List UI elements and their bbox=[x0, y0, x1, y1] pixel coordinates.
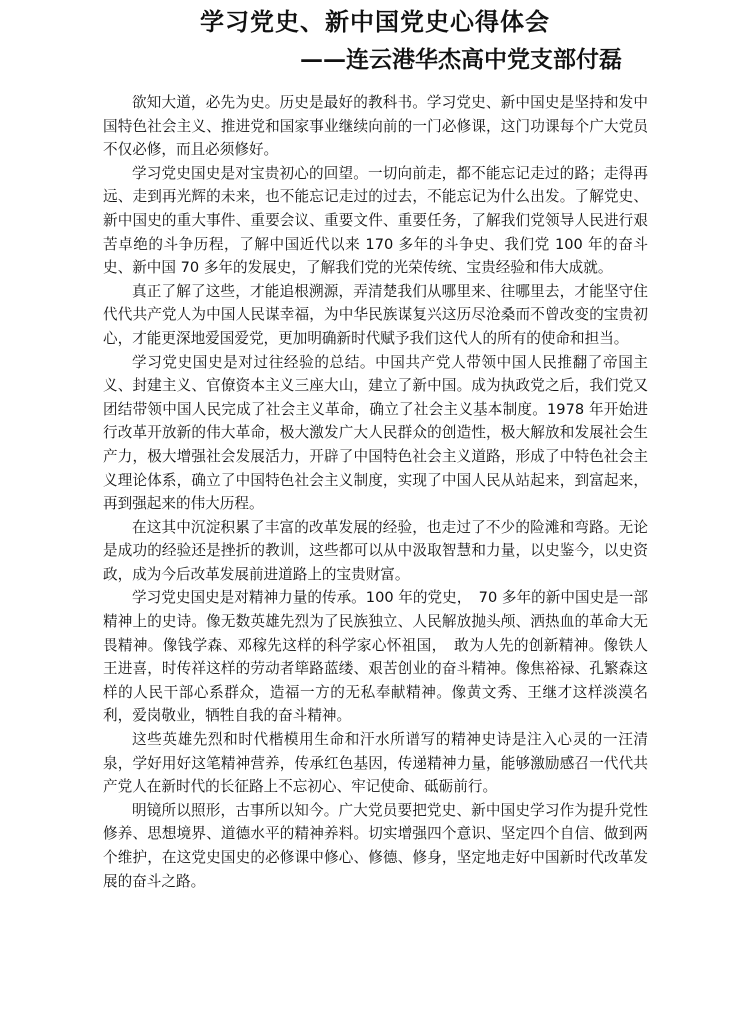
paragraph-5: 在这其中沉淀积累了丰富的改革发展的经验，也走过了不少的险滩和弯路。无论是成功的经验还是挫折的教训，这些都可以从中汲取智慧和力量，以史鉴今，以史资政，成为今后改革发展前进道路上的宝贵财富。 bbox=[103, 518, 648, 583]
paragraph-1: 欲知大道，必先为史。历史是最好的教科书。学习党史、新中国史是坚持和发中国特色社会主义、推进党和国家事业继续向前的一门必修课，这门功课每个广大党员不仅必修，而且必须修好。 bbox=[103, 94, 648, 159]
paragraph-3: 真正了解了这些，才能追根溯源，弄清楚我们从哪里来、往哪里去，才能坚守住代代共产党人为中国人民谋幸福，为中华民族谋复兴这历尽沧桑而不曾改变的宝贵初心，才能更深地爱国爱党，更加明确新时代赋予我们这代人的所有的使命和担当。 bbox=[103, 282, 648, 347]
document-title: 学习党史、新中国党史心得体会 bbox=[200, 7, 550, 36]
paragraph-2: 学习党史国史是对宝贵初心的回望。一切向前走，都不能忘记走过的路；走得再远、走到再光辉的未来，也不能忘记走过的过去，不能忘记为什么出发。了解党史、新中国史的重大事件、重要会议、重要文件、重要任务，了解我们党领导人民进行艰苦卓绝的斗争历程，了解中国近代以来 170 多年的斗争史、我们党 100 年的奋斗史、新中国 70 多年的发展史，了解我们党的光荣传统、宝贵经验和伟大成就。 bbox=[103, 164, 648, 277]
paragraph-7: 这些英雄先烈和时代楷模用生命和汗水所谱写的精神史诗是注入心灵的一汪清泉，学好用好这笔精神营养，传承红色基因，传递精神力量，能够激励感召一代代共产党人在新时代的长征路上不忘初心、牢记使命、砥砺前行。 bbox=[103, 731, 648, 796]
paragraph-6: 学习党史国史是对精神力量的传承。100 年的党史， 70 多年的新中国史是一部精神上的史诗。像无数英雄先烈为了民族独立、人民解放抛头颅、洒热血的革命大无畏精神。像钱学森、邓稼先这样的科学家心怀祖国， 敢为人先的创新精神。像铁人王进喜，时传祥这样的劳动者筚路蓝缕、艰苦创业的奋斗精神。像焦裕禄、孔繁森这样的人民干部心系群众，造福一方的无私奉献精神。像黄文秀、王继才这样淡漠名利，爱岗敬业，牺牲自我的奋斗精神。 bbox=[103, 589, 648, 725]
document-author-line: ——连云港华杰高中党支部付磊 bbox=[300, 46, 622, 73]
paragraph-4: 学习党史国史是对过往经验的总结。中国共产党人带领中国人民推翻了帝国主义、封建主义、官僚资本主义三座大山，建立了新中国。成为执政党之后，我们党又团结带领中国人民完成了社会主义革命，确立了社会主义基本制度。1978 年开始进行改革开放新的伟大革命，极大激发广大人民群众的创造性，极大解放和发展社会生产力，极大增强社会发展活力，开辟了中国特色社会主义道路，形成了中特色社会主义理论体系，确立了中国特色社会主义制度，实现了中国人民从站起来，到富起来，再到强起来的伟大历程。 bbox=[103, 353, 648, 513]
paragraph-8: 明镜所以照形，古事所以知今。广大党员要把党史、新中国史学习作为提升党性修养、思想境界、道德水平的精神养料。切实增强四个意识、坚定四个自信、做到两个维护，在这党史国史的必修课中修心、修德、修身，坚定地走好中国新时代改革发展的奋斗之路。 bbox=[103, 801, 648, 890]
document-body bbox=[103, 91, 648, 893]
